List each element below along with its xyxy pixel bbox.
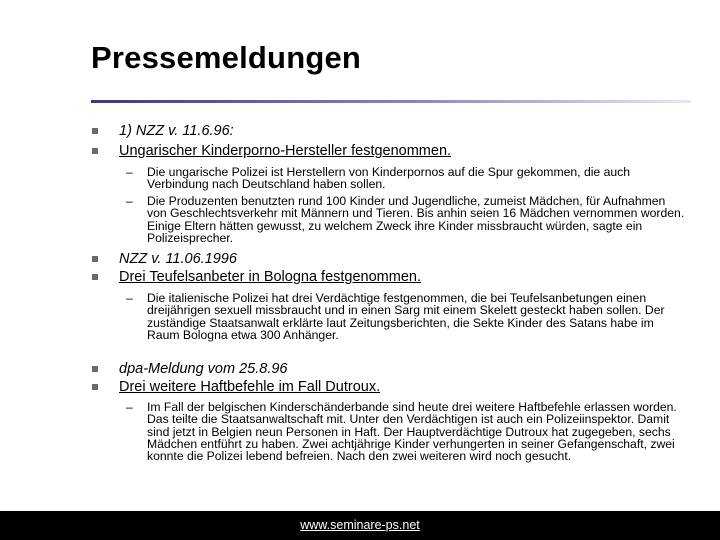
dash-bullet-icon: – [126,400,133,414]
item-1-detail-1-text: Die ungarische Polizei ist Herstellern von Kinderpornos auf die Spur gekommen, die auch Verbindung nach Deutschland haben sollen. [147,165,631,192]
item-2-detail-1 [126,292,686,341]
square-bullet-icon [92,384,98,390]
item-1-detail-1 [126,166,686,191]
item-1-headline: Ungarischer Kinderporno-Hersteller festgenommen. [119,143,452,159]
dash-bullet-icon: – [126,165,133,179]
square-bullet-icon [92,128,98,134]
square-bullet-icon [92,366,98,372]
square-bullet-icon [92,148,98,154]
square-bullet-icon [92,256,98,262]
item-3-detail-1 [126,401,686,462]
item-3-headline: Drei weitere Haftbefehle im Fall Dutroux. [119,379,381,395]
item-2-source: NZZ v. 11.06.1996 [119,251,237,267]
dash-bullet-icon: – [126,194,133,208]
title-underline-rule [91,100,691,103]
item-3-source: dpa-Meldung vom 25.8.96 [119,361,288,377]
square-bullet-icon [92,274,98,280]
item-1-detail-2 [126,195,686,244]
item-1-detail-2-text: Die Produzenten benutzten rund 100 Kinder und Jugendliche, zumeist Mädchen, für Aufnahmen von Geschlechtsverkehr mit Männern und Tieren. Bis anhin seien 16 Mädchen vernommen worden. Einige Eltern hätten gewusst, zu welchem Zweck ihre Kinder missbraucht würden, sagte ein Polizeisprecher. [147,194,685,245]
item-3-detail-1-text: Im Fall der belgischen Kinderschänderbande sind heute drei weitere Haftbefehle erlassen worden. Das teilte die Staatsanwaltschaft mit. Unter den Verdächtigen ist auch ein Polizeiinspektor. Damit sind jetzt in Belgien neun Personen in Haft. Der Hauptverdächtige Dutroux hat zugegeben, sechs Mädchen entführt zu haben. Zwei achtjährige Kinder verhungerten in seiner Gefangenschaft, zwei konnte die Polizei lebend befreien. Nach den zwei weiteren wird noch gesucht. [147,400,677,464]
item-2-headline: Drei Teufelsanbeter in Bologna festgenommen. [119,269,422,285]
dash-bullet-icon: – [126,291,133,305]
footer-website-link[interactable]: www.seminare-ps.net [300,518,420,532]
item-2-detail-1-text: Die italienische Polizei hat drei Verdächtige festgenommen, die bei Teufelsanbetungen einen dreijährigen sexuell missbraucht und in einen Sarg mit einem Skelett gesteckt haben sollen. Der zuständige Staatsanwalt erklärte laut Zeitungsberichten, die Sekte Kinder des Satans habe im Raum Bologna etwa 300 Anhänger. [147,291,665,342]
item-1-source: 1) NZZ v. 11.6.96: [119,123,234,139]
slide-title: Pressemeldungen [91,40,362,75]
footer-bar [0,511,720,540]
